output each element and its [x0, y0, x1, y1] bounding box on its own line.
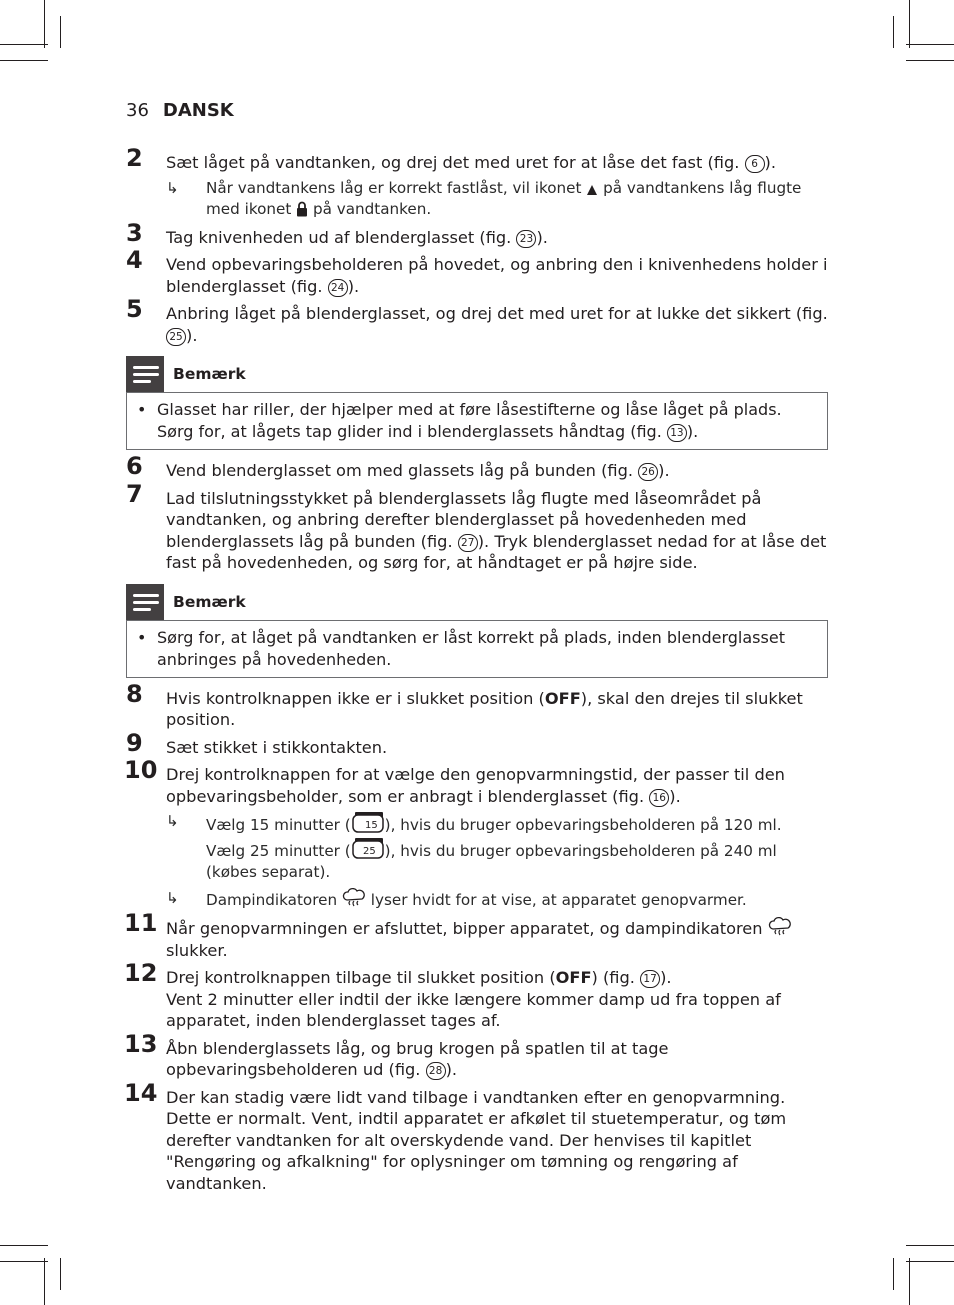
step-number: 4 — [126, 246, 143, 274]
page-header — [126, 100, 234, 121]
container-15-icon — [351, 811, 385, 833]
step-6: 6 Vend blenderglasset om med glassets låg på bunden (fig. 26 ). — [126, 452, 670, 480]
note-box-2 — [126, 584, 828, 678]
step-number: 8 — [126, 679, 143, 708]
step-number: 7 — [126, 479, 143, 508]
container-25-icon — [351, 837, 385, 859]
steam-indicator-icon — [768, 917, 792, 937]
step-number: 10 — [124, 756, 158, 784]
note-body: • Sørg for, at låget på vandtanken er låst korrekt på plads, inden blenderglasset anbringes på hovedenheden. — [126, 620, 828, 678]
step-2: 2 Sæt låget på vandtanken, og drej det med uret for at låse det fast (fig. 6 ). — [126, 144, 776, 172]
crop-mark — [906, 1245, 954, 1246]
step-4: 4 Vend opbevaringsbeholderen på hovedet, og anbring den i knivenhedens holder i blenderglasset (fig. 24 ). — [126, 246, 828, 296]
step-14: 14 Der kan stadig være lidt vand tilbage i vandtanken efter en genopvarmning. Dette er normalt. Vent, indtil apparatet er afkølet til stuetemperatur, og tøm derefter vandtanken for alt overskydende vand. Der henvises til kapitlet "Rengøring og afkalkning" for oplysninger om tømning og rengøring af vandtanken. — [124, 1078, 787, 1193]
step-number: 14 — [124, 1078, 158, 1107]
step-number: 11 — [124, 909, 158, 937]
figure-reference: 27 — [458, 534, 478, 552]
step-9: 9 Sæt stikket i stikkontakten. — [126, 728, 388, 757]
triangle-icon — [586, 184, 598, 196]
container-15-label: 15 — [364, 820, 378, 831]
result-10-steam: ↳ Dampindikatoren lyser hvidt for at vise, at apparatet genopvarmer. — [166, 888, 747, 909]
step-8: 8 Hvis kontrolknappen ikke er i slukket position (OFF), skal den drejes til slukket position. — [126, 679, 803, 729]
note-header — [126, 584, 828, 620]
bullet: • — [137, 627, 147, 647]
lock-icon — [296, 201, 308, 217]
crop-mark — [44, 1258, 45, 1305]
crop-mark — [893, 16, 894, 48]
figure-reference: 25 — [166, 328, 186, 346]
page-content — [126, 146, 828, 1194]
crop-mark — [909, 1258, 910, 1305]
result-10-time: ↳ Vælg 15 minutter ( 15 ), hvis du bruger opbevaringsbeholderen på 120 ml. Vælg 25 minutter ( 25 ), hvis du bruger opbevaringsbeholderen på 240 ml (købes separat). — [166, 812, 782, 881]
figure-reference: 23 — [516, 230, 536, 248]
figure-reference: 16 — [649, 789, 669, 807]
figure-reference: 17 — [640, 970, 660, 988]
result-arrow-icon: ↳ — [166, 812, 179, 830]
crop-mark — [0, 60, 48, 61]
step-number: 6 — [126, 452, 143, 480]
note-title: Bemærk — [173, 592, 246, 611]
step-number: 12 — [124, 959, 158, 987]
step-number: 2 — [126, 144, 143, 172]
result-arrow-icon: ↳ — [166, 888, 179, 907]
step-11: 11 Når genopvarmningen er afsluttet, bipper apparatet, og dampindikatoren slukker. — [126, 917, 828, 961]
result-arrow-icon: ↳ — [166, 178, 179, 197]
figure-reference: 26 — [638, 463, 658, 481]
note-icon — [126, 584, 164, 620]
crop-mark — [893, 1258, 894, 1290]
step-number: 13 — [124, 1029, 158, 1058]
figure-reference: 28 — [426, 1062, 446, 1080]
crop-mark — [0, 1245, 48, 1246]
note-box-1 — [126, 356, 828, 450]
step-13: 13 Åbn blenderglassets låg, og brug krogen på spatlen til at tage opbevaringsbeholderen ud (fig. 28 ). — [124, 1029, 669, 1079]
figure-reference: 13 — [667, 424, 687, 442]
figure-reference: 24 — [328, 279, 348, 297]
crop-mark — [60, 16, 61, 48]
note-header — [126, 356, 828, 392]
step-number: 9 — [126, 728, 143, 757]
container-25-label: 25 — [362, 845, 376, 857]
step-number: 5 — [126, 295, 143, 323]
step-10: 10 Drej kontrolknappen for at vælge den genopvarmningstid, der passer til den opbevaringsbeholder, som er anbragt i blenderglasset (fig. 16 ). — [124, 756, 785, 806]
note-title: Bemærk — [173, 365, 246, 383]
step-3: 3 Tag knivenheden ud af blenderglasset (fig. 23 ). — [126, 218, 548, 247]
crop-mark — [60, 1258, 61, 1290]
step-number: 3 — [126, 218, 143, 247]
crop-mark — [906, 60, 954, 61]
bullet: • — [137, 400, 147, 419]
figure-reference: 6 — [745, 155, 765, 173]
step-12: 12 Drej kontrolknappen tilbage til slukket position (OFF) (fig. 17 ). Vent 2 minutter eller indtil der ikke længere kommer damp ud fra toppen af apparatet, inden blenderglasset tages af. — [124, 959, 781, 1030]
crop-mark — [909, 0, 910, 48]
page-number: 36 — [126, 100, 149, 121]
step-5: 5 Anbring låget på blenderglasset, og drej det med uret for at lukke det sikkert (fig. 25 ). — [126, 295, 828, 345]
crop-mark — [906, 1261, 954, 1262]
steam-indicator-icon — [342, 888, 366, 908]
step-7: 7 Lad tilslutningsstykket på blenderglassets låg flugte med låseområdet på vandtanken, og anbring derefter blenderglasset på hovedenheden med blenderglassets låg på bunden (fig. 27 ). Tryk blenderglasset nedad for at låse det fast på hovedenheden, og sørg for, at håndtaget er på højre side. — [126, 479, 827, 572]
crop-mark — [0, 1261, 48, 1262]
result-2: ↳ Når vandtankens låg er korrekt fastlåst, vil ikonet på vandtankens låg flugte med ikonet på vandtanken. — [166, 178, 802, 218]
language-label: DANSK — [162, 100, 234, 121]
note-body: • Glasset har riller, der hjælper med at føre låsestifterne og låse låget på plads. Sørg for, at lågets tap glider ind i blenderglassets håndtag (fig. 13 ). — [126, 392, 828, 450]
note-icon — [126, 356, 164, 392]
crop-mark — [906, 44, 954, 45]
crop-mark — [0, 44, 48, 45]
crop-mark — [44, 0, 45, 48]
